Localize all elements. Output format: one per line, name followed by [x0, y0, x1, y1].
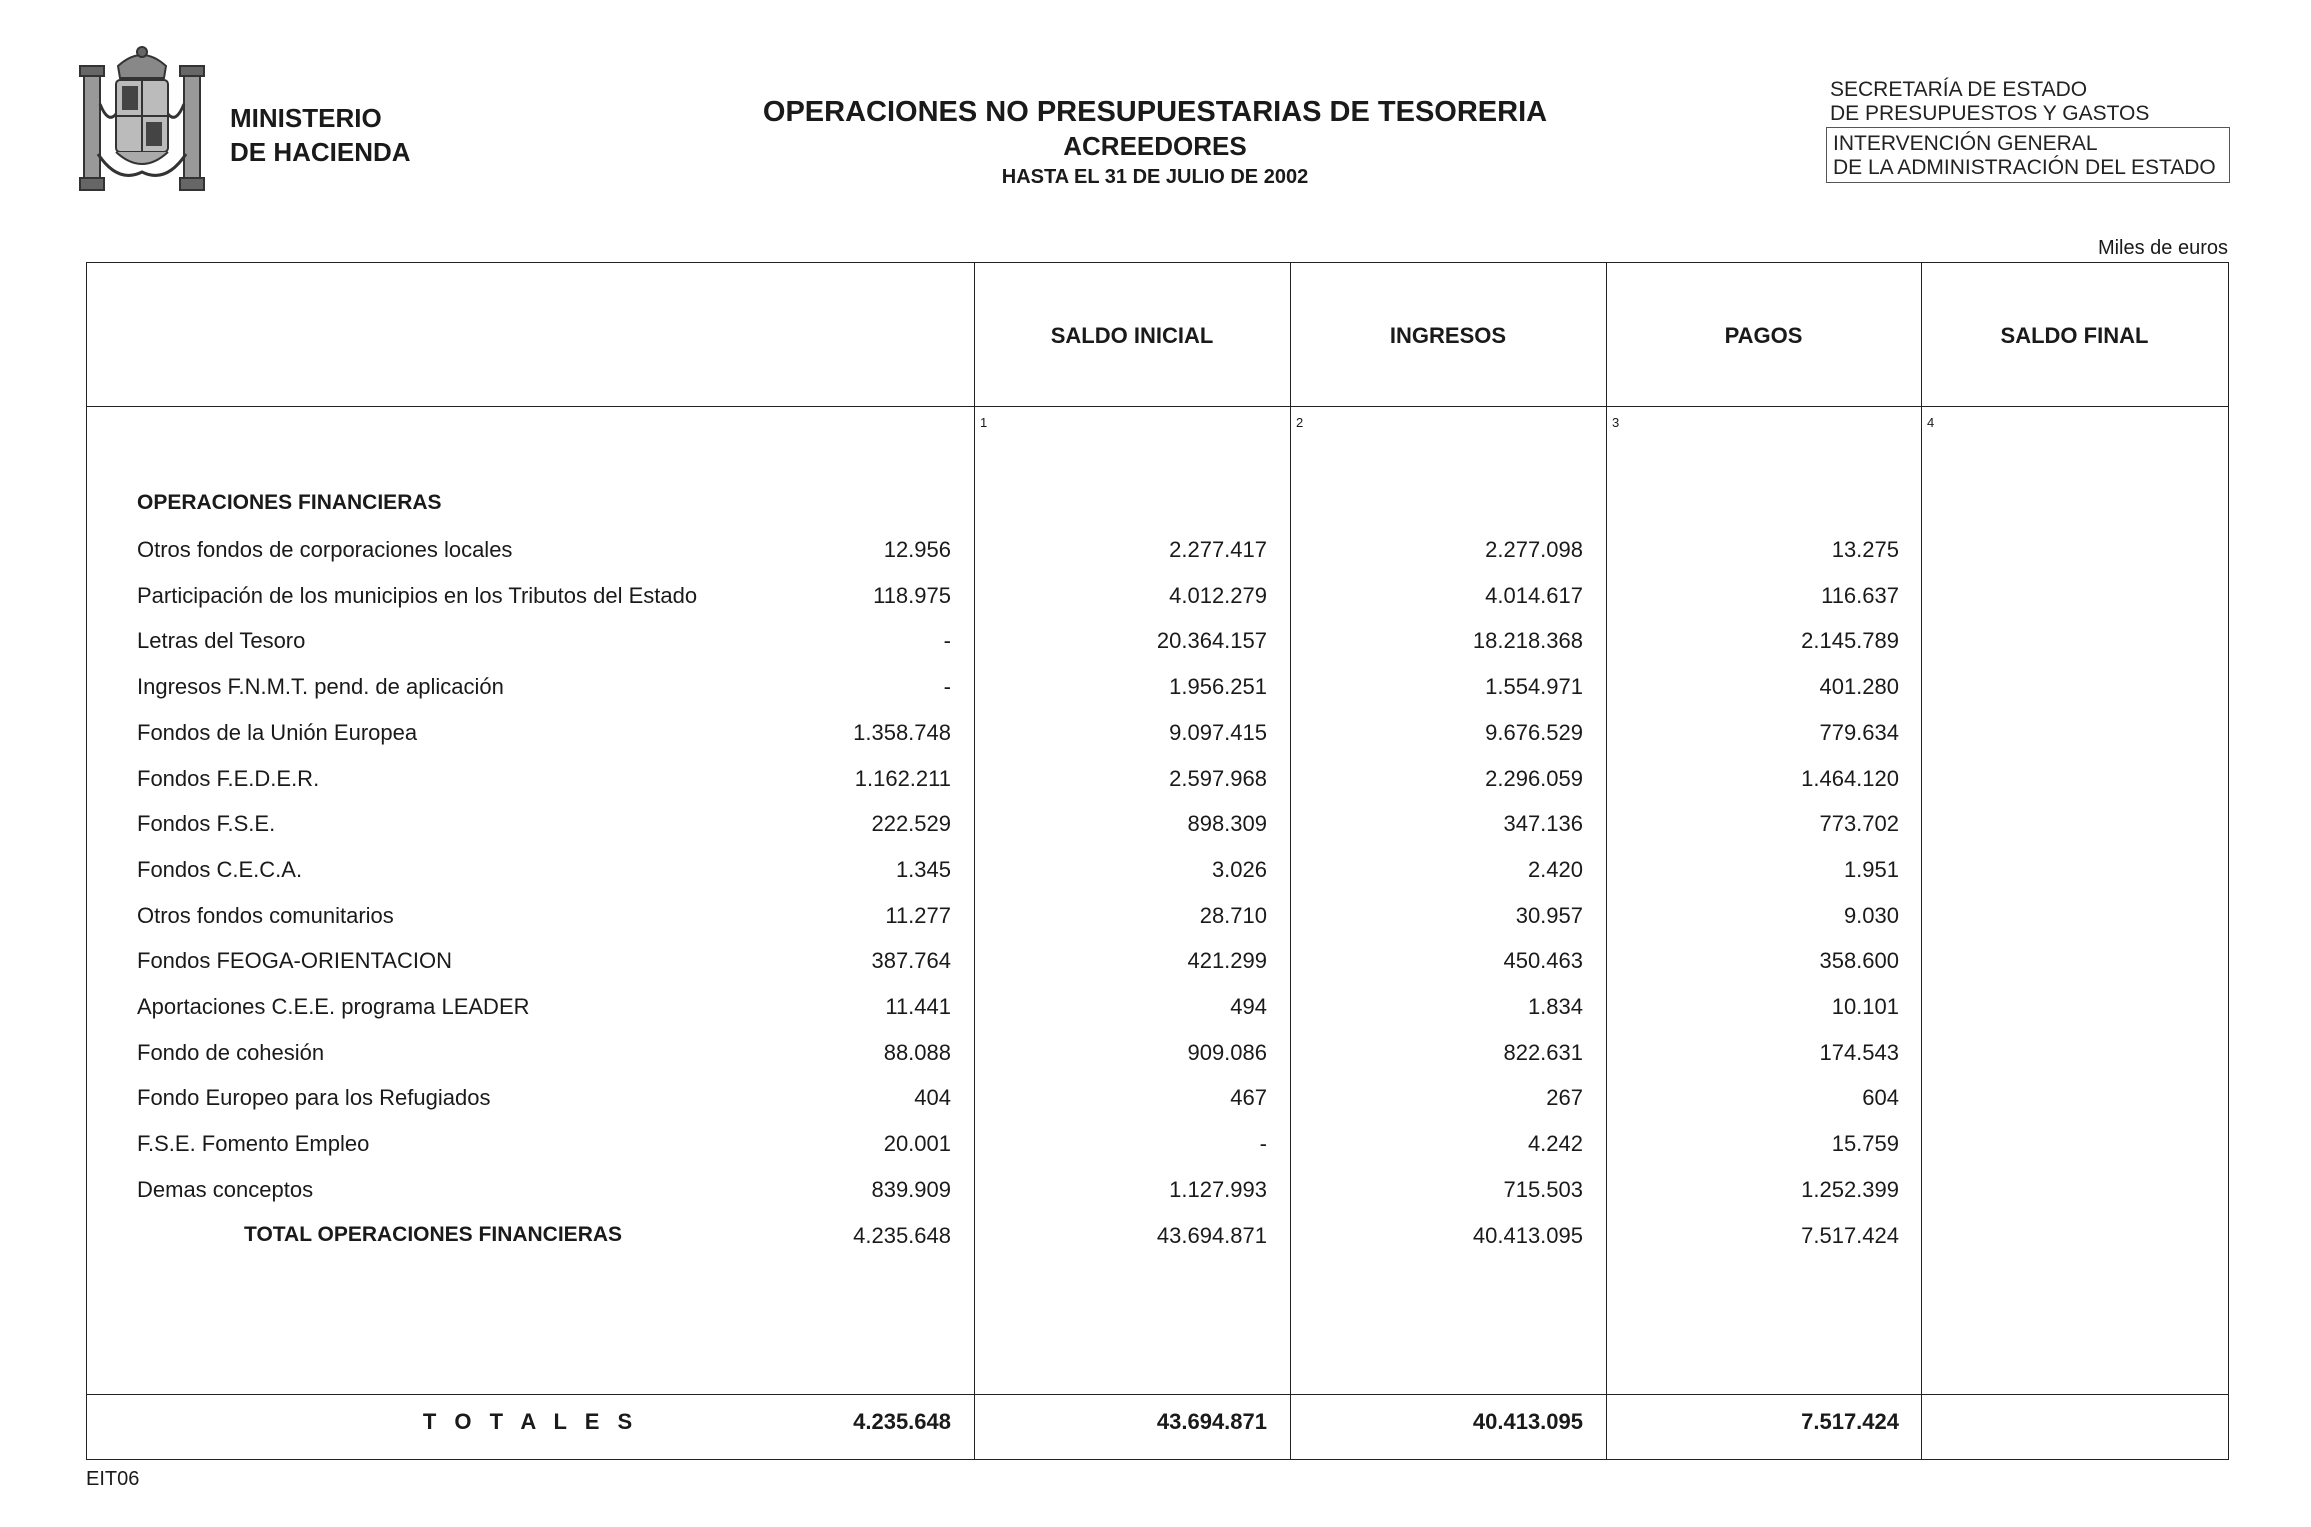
- ministry-line-1: MINISTERIO: [230, 103, 382, 133]
- table-cell: 1.834: [1527, 994, 1583, 1019]
- totals-saldo-final: 7.517.424: [1801, 1409, 1899, 1434]
- table-cell: 1.252.399: [1801, 1177, 1899, 1202]
- header-divider: [87, 406, 2228, 407]
- table-cell: 267: [1546, 1085, 1583, 1110]
- column-divider: [1290, 263, 1291, 1459]
- totals-label: T O T A L E S: [422, 1409, 639, 1434]
- report-title-block: [640, 94, 1670, 192]
- row-label: Fondos C.E.C.A.: [137, 857, 303, 882]
- table-cell: 715.503: [1503, 1177, 1583, 1202]
- table-cell: 1.345: [895, 857, 951, 882]
- row-label: Fondos F.E.D.E.R.: [137, 766, 320, 791]
- report-title: OPERACIONES NO PRESUPUESTARIAS DE TESORERIA: [762, 96, 1548, 128]
- table-cell: 404: [914, 1085, 951, 1110]
- table-cell: 898.309: [1187, 811, 1267, 836]
- secretaria-line-1: SECRETARÍA DE ESTADO: [1830, 78, 2088, 101]
- section-total-label: TOTAL OPERACIONES FINANCIERAS: [244, 1223, 623, 1246]
- table-cell: -: [943, 628, 951, 653]
- secretaria-label: [1830, 78, 2149, 126]
- table-cell: 1.358.748: [853, 720, 951, 745]
- table-cell: 9.676.529: [1485, 720, 1583, 745]
- table-cell: 12.956: [883, 537, 951, 562]
- table-cell: 387.764: [871, 948, 951, 973]
- column-divider: [974, 263, 975, 1459]
- row-label: F.S.E. Fomento Empleo: [137, 1131, 370, 1156]
- table-cell: 909.086: [1187, 1040, 1267, 1065]
- table-cell: 1.162.211: [854, 766, 951, 791]
- table-cell: 174.543: [1819, 1040, 1899, 1065]
- table-cell: 20.364.157: [1156, 628, 1267, 653]
- table-cell: 4.014.617: [1485, 583, 1583, 608]
- intervencion-line-2: DE LA ADMINISTRACIÓN DEL ESTADO: [1833, 156, 2216, 179]
- row-label: Ingresos F.N.M.T. pend. de aplicación: [137, 674, 504, 699]
- table-cell: 30.957: [1515, 903, 1583, 928]
- column-number: 3: [1612, 415, 1620, 430]
- table-cell: 11.277: [885, 903, 951, 928]
- ministry-name: [230, 101, 411, 169]
- units-label: Miles de euros: [2097, 237, 2228, 259]
- row-label: Fondo Europeo para los Refugiados: [137, 1085, 491, 1110]
- row-label: Fondos FEOGA-ORIENTACION: [137, 948, 452, 973]
- table-cell: 3.026: [1211, 857, 1267, 882]
- totals-pagos: 40.413.095: [1472, 1409, 1583, 1434]
- table-cell: 15.759: [1831, 1131, 1899, 1156]
- column-divider: [1921, 263, 1922, 1459]
- table-cell: 28.710: [1199, 903, 1267, 928]
- table-cell: 822.631: [1503, 1040, 1583, 1065]
- section-total-cell: 40.413.095: [1472, 1223, 1583, 1248]
- intervencion-box: [1826, 127, 2230, 183]
- section-total-cell: 7.517.424: [1801, 1223, 1899, 1248]
- column-header-ingresos: INGRESOS: [1389, 323, 1507, 348]
- table-cell: 839.909: [871, 1177, 951, 1202]
- section-total-cell: 43.694.871: [1156, 1223, 1267, 1248]
- table-cell: 1.554.971: [1485, 674, 1583, 699]
- column-number: 4: [1927, 415, 1935, 430]
- table-cell: 9.097.415: [1169, 720, 1267, 745]
- secretaria-line-2: DE PRESUPUESTOS Y GASTOS: [1830, 102, 2150, 125]
- table-cell: 4.012.279: [1169, 583, 1267, 608]
- table-cell: 421.299: [1187, 948, 1267, 973]
- report-date: HASTA EL 31 DE JULIO DE 2002: [1001, 166, 1309, 188]
- table-cell: 773.702: [1819, 811, 1899, 836]
- table-cell: 116.637: [1821, 583, 1899, 608]
- ministry-line-2: DE HACIENDA: [230, 137, 411, 167]
- table-cell: 1.464.120: [1801, 766, 1899, 791]
- report-code: EIT06: [86, 1468, 140, 1490]
- table-cell: 2.277.098: [1485, 537, 1583, 562]
- row-label: Participación de los municipios en los Tributos del Estado: [137, 583, 698, 608]
- column-number: 2: [1296, 415, 1304, 430]
- table-cell: 88.088: [883, 1040, 951, 1065]
- section-total-cell: 4.235.648: [853, 1223, 951, 1248]
- table-cell: 358.600: [1819, 948, 1899, 973]
- table-cell: 467: [1230, 1085, 1267, 1110]
- row-label: Fondos de la Unión Europea: [137, 720, 418, 745]
- table-cell: 10.101: [1831, 994, 1899, 1019]
- table-cell: -: [943, 674, 951, 699]
- table-cell: 20.001: [883, 1131, 951, 1156]
- table-cell: 450.463: [1503, 948, 1583, 973]
- table-cell: 2.597.968: [1169, 766, 1267, 791]
- table-cell: 9.030: [1843, 903, 1899, 928]
- table-cell: 1.951: [1843, 857, 1899, 882]
- row-label: Fondo de cohesión: [137, 1040, 325, 1065]
- coat-of-arms-logo: [78, 44, 206, 196]
- row-label: Otros fondos de corporaciones locales: [137, 537, 513, 562]
- table-cell: 13.275: [1831, 537, 1899, 562]
- report-subtitle: ACREEDORES: [1063, 131, 1247, 161]
- table-cell: 222.529: [871, 811, 951, 836]
- table-cell: 11.441: [885, 994, 951, 1019]
- row-label: Aportaciones C.E.E. programa LEADER: [137, 994, 530, 1019]
- totals-divider: [87, 1394, 2228, 1395]
- data-table: [86, 262, 2229, 1460]
- column-header-saldo-inicial: SALDO INICIAL: [1050, 323, 1214, 348]
- intervencion-line-1: INTERVENCIÓN GENERAL: [1833, 132, 2098, 155]
- table-cell: 118.975: [873, 583, 951, 608]
- table-cell: 1.956.251: [1169, 674, 1267, 699]
- column-number: 1: [980, 415, 988, 430]
- table-cell: 2.296.059: [1485, 766, 1583, 791]
- table-cell: 1.127.993: [1169, 1177, 1267, 1202]
- table-cell: 4.242: [1527, 1131, 1583, 1156]
- row-label: Otros fondos comunitarios: [137, 903, 394, 928]
- table-cell: 2.277.417: [1169, 537, 1267, 562]
- table-cell: 401.280: [1819, 674, 1899, 699]
- totals-ingresos: 43.694.871: [1156, 1409, 1267, 1434]
- row-label: Fondos F.S.E.: [137, 811, 276, 836]
- totals-saldo-inicial: 4.235.648: [853, 1409, 951, 1434]
- section-title: OPERACIONES FINANCIERAS: [137, 491, 442, 514]
- table-cell: 2.145.789: [1801, 628, 1899, 653]
- row-label: Letras del Tesoro: [137, 628, 306, 653]
- column-divider: [1606, 263, 1607, 1459]
- column-header-saldo-final: SALDO FINAL: [2000, 323, 2149, 348]
- table-cell: 18.218.368: [1472, 628, 1583, 653]
- table-cell: 604: [1862, 1085, 1899, 1110]
- table-cell: 347.136: [1503, 811, 1583, 836]
- table-cell: -: [1259, 1131, 1267, 1156]
- table-cell: 779.634: [1819, 720, 1899, 745]
- table-cell: 494: [1230, 994, 1267, 1019]
- row-label: Demas conceptos: [137, 1177, 314, 1202]
- column-header-pagos: PAGOS: [1724, 323, 1803, 348]
- table-cell: 2.420: [1527, 857, 1583, 882]
